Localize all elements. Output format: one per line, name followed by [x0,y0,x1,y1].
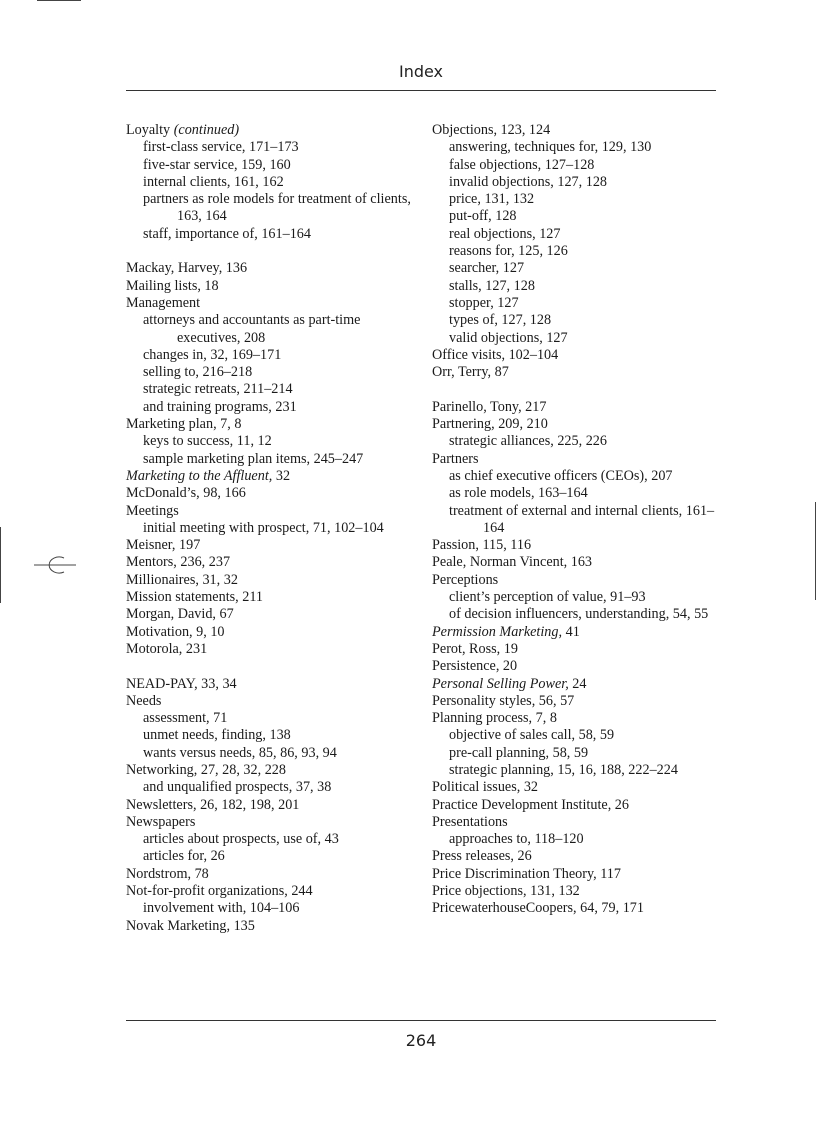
index-entry-text: Loyalty [126,122,174,138]
index-subentry: real objections, 127 [449,225,561,242]
index-entry: Passion, 115, 116 [432,537,532,554]
index-entry: Office visits, 102–104 [432,346,559,363]
header-rule [126,90,716,91]
index-entry: Mentors, 236, 237 [126,554,231,571]
index-entry [126,468,411,485]
index-entry-italic-text: Permission Marketing, [432,623,563,640]
index-entry: Orr, Terry, 87 [432,364,509,381]
index-entry: Mission statements, 211 [126,589,264,606]
index-entry: Newsletters, 26, 182, 198, 201 [126,796,300,813]
index-subentry: first-class service, 171–173 [143,139,299,156]
index-entry: Perceptions [432,571,499,588]
index-subentry: strategic planning, 15, 16, 188, 222–224 [449,761,678,778]
index-gap [432,381,722,398]
index-entry: Nordstrom, 78 [126,865,209,882]
index-subentry: assessment, 71 [143,710,228,727]
index-subentry: selling to, 216–218 [143,364,253,381]
index-entry: Political issues, 32 [432,779,539,796]
index-subentry: treatment of external and internal clients, 161–164 [449,502,715,536]
index-entry: McDonald’s, 98, 166 [126,485,246,502]
index-entry [432,676,722,693]
index-entry: Meetings [126,502,179,519]
index-entry: Morgan, David, 67 [126,606,234,623]
index-entry-italic-text: Marketing to the Affluent, [126,467,273,484]
index-entry: Planning process, 7, 8 [432,710,557,727]
running-head: Index [398,62,444,81]
index-entry: Presentations [432,813,508,830]
index-subentry: pre-call planning, 58, 59 [449,744,589,761]
index-entry: PricewaterhouseCoopers, 64, 79, 171 [432,900,644,917]
index-entry: Not-for-profit organizations, 244 [126,883,313,900]
index-subentry: attorneys and accountants as part-time executives, 208 [143,312,361,346]
index-subentry: objective of sales call, 58, 59 [449,727,615,744]
index-entry: Needs [126,692,162,709]
index-subentry: partners as role models for treatment of clients, 163, 164 [143,191,411,225]
index-entry: Parinello, Tony, 217 [432,398,547,415]
index-entry: Mailing lists, 18 [126,277,219,294]
index-subentry: and training programs, 231 [143,398,297,415]
index-subentry: approaches to, 118–120 [449,831,584,848]
index-subentry: as chief executive officers (CEOs), 207 [449,467,673,484]
index-entry: Novak Marketing, 135 [126,917,255,934]
page-number: 264 [405,1031,437,1050]
index-entry: Price Discrimination Theory, 117 [432,865,621,882]
index-subentry: strategic alliances, 225, 226 [449,433,607,450]
index-entry-italic-text: Personal Selling Power, [432,675,569,692]
index-entry: Price objections, 131, 132 [432,883,580,900]
index-entry-text: 32 [272,467,291,484]
index-subentry: strategic retreats, 211–214 [143,381,293,398]
index-subentry: keys to success, 11, 12 [143,433,272,450]
footer-rule [126,1020,716,1021]
index-subentry: staff, importance of, 161–164 [143,225,311,242]
index-entry [432,624,722,641]
index-subentry: answering, techniques for, 129, 130 [449,139,652,156]
index-entry: Networking, 27, 28, 32, 228 [126,761,286,778]
index-entry: Personality styles, 56, 57 [432,692,575,709]
index-subentry: searcher, 127 [449,260,525,277]
index-subentry: price, 131, 132 [449,191,535,208]
index-subentry: valid objections, 127 [449,329,568,346]
index-entry-text: 24 [568,675,587,692]
index-entry-text: 41 [562,623,580,640]
index-subentry: articles for, 26 [143,848,225,865]
index-entry: Persistence, 20 [432,658,518,675]
crop-mark-top [37,0,81,1]
index-entry: Mackay, Harvey, 136 [126,260,248,277]
index-subentry: stopper, 127 [449,294,519,311]
index-entry: Newspapers [126,813,196,830]
index-subentry: changes in, 32, 169–171 [143,346,282,363]
index-entry [126,122,411,139]
index-entry: Press releases, 26 [432,848,532,865]
index-subentry: internal clients, 161, 162 [143,173,284,190]
index-subentry: invalid objections, 127, 128 [449,173,608,190]
index-column-right [432,122,722,918]
index-subentry: put-off, 128 [449,208,517,225]
index-entry: Partnering, 209, 210 [432,416,548,433]
index-subentry: types of, 127, 128 [449,312,552,329]
index-subentry: and unqualified prospects, 37, 38 [143,779,332,796]
index-entry: Peale, Norman Vincent, 163 [432,554,593,571]
index-subentry: of decision influencers, understanding, 54, 55 [449,606,709,623]
index-subentry: wants versus needs, 85, 86, 93, 94 [143,744,337,761]
index-subentry: stalls, 127, 128 [449,277,535,294]
index-entry: Partners [432,450,479,467]
index-entry: NEAD-PAY, 33, 34 [126,675,237,692]
index-entry: Practice Development Institute, 26 [432,796,629,813]
index-entry: Meisner, 197 [126,537,201,554]
index-entry: Motivation, 9, 10 [126,623,225,640]
index-entry: Perot, Ross, 19 [432,640,518,657]
registration-mark-icon [34,552,76,578]
index-subentry: reasons for, 125, 126 [449,243,568,260]
index-subentry: unmet needs, finding, 138 [143,727,291,744]
index-subentry: false objections, 127–128 [449,156,595,173]
index-subentry: articles about prospects, use of, 43 [143,831,339,848]
index-entry-italic-text: (continued) [173,122,240,138]
index-entry: Objections, 123, 124 [432,122,551,138]
index-subentry: client’s perception of value, 91–93 [449,589,646,606]
index-gap [126,658,411,675]
index-subentry: five-star service, 159, 160 [143,156,291,173]
index-entry: Millionaires, 31, 32 [126,571,238,588]
index-column-left [126,122,411,935]
index-subentry: involvement with, 104–106 [143,900,300,917]
index-subentry: as role models, 163–164 [449,485,588,502]
index-entry: Motorola, 231 [126,640,208,657]
index-entry: Marketing plan, 7, 8 [126,416,242,433]
index-gap [126,243,411,260]
index-entry: Management [126,294,201,311]
index-subentry: sample marketing plan items, 245–247 [143,450,364,467]
index-subentry: initial meeting with prospect, 71, 102–104 [143,519,384,536]
crop-mark-left [0,527,1,603]
